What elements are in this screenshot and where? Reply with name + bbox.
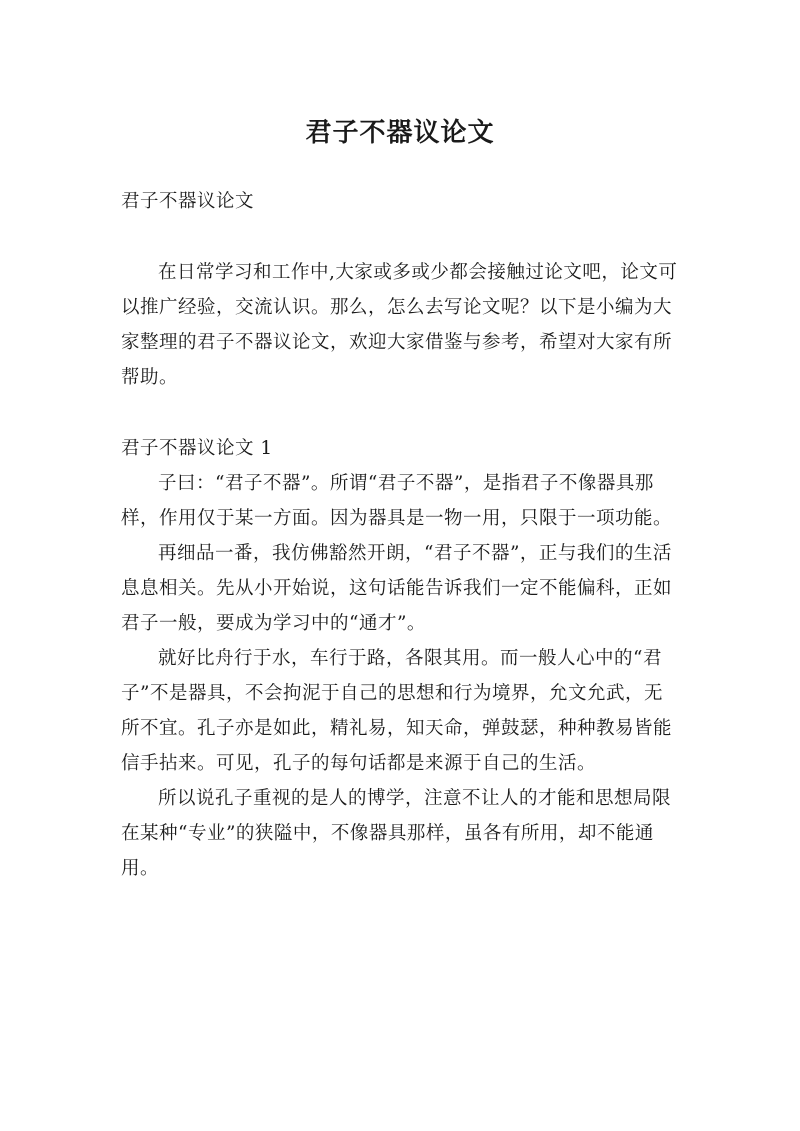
spacer bbox=[121, 395, 681, 431]
spacer bbox=[121, 219, 681, 255]
body-paragraph: 子曰：“君子不器”。所谓“君子不器”，是指君子不像器具那样，作用仅于某一方面。因为器具是一物一用，只限于一项功能。 bbox=[121, 473, 673, 529]
section-heading: 君子不器议论文 1 bbox=[121, 438, 273, 459]
document-body bbox=[121, 184, 681, 886]
body-paragraph: 所以说孔子重视的是人的博学，注意不让人的才能和思想局限在某种“专业”的狭隘中，不像器具那样，虽各有所用，却不能通用。 bbox=[121, 788, 672, 879]
document-subtitle: 君子不器议论文 bbox=[121, 191, 255, 212]
intro-paragraph: 在日常学习和工作中,大家或多或少都会接触过论文吧，论文可以推广经验，交流认识。那么，怎么去写论文呢？以下是小编为大家整理的君子不器议论文，欢迎大家借鉴与参考，希望对大家有所帮助。 bbox=[121, 262, 678, 388]
body-paragraph: 就好比舟行于水，车行于路，各限其用。而一般人心中的“君子”不是器具，不会拘泥于自己的思想和行为境界，允文允武，无所不宜。孔子亦是如此，精礼易，知天命，弹鼓瑟，种种教易皆能信手拈来。可见，孔子的每句话都是来源于自己的生活。 bbox=[121, 648, 673, 774]
document-title: 君子不器议论文 bbox=[305, 118, 495, 149]
body-paragraph: 再细品一番，我仿佛豁然开朗，“君子不器”，正与我们的生活息息相关。先从小开始说，这句话能告诉我们一定不能偏科，正如君子一般，要成为学习中的“通才”。 bbox=[121, 543, 673, 634]
